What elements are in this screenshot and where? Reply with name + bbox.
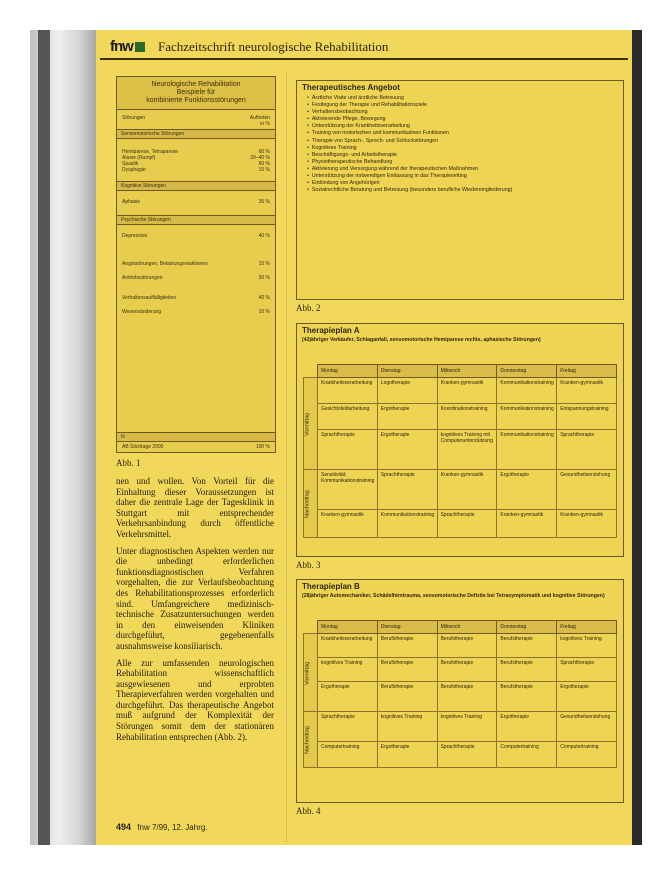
- therapy-offer-title: Therapeutisches Angebot: [302, 83, 400, 92]
- schedule-row: [304, 742, 617, 768]
- schedule-cell: Ergotherapie: [377, 430, 437, 470]
- infobox-row: Antriebsstörungen 30 %: [122, 275, 270, 281]
- infobox-column-header: Störungen Auftreten: [122, 115, 270, 121]
- schedule-cell: Berufstherapie: [377, 658, 437, 682]
- schedule-cell: Computertraining: [497, 742, 557, 768]
- infobox-row: Ataxie (Rumpf) 20–40 %: [122, 155, 270, 161]
- therapy-offer-box: [296, 80, 624, 300]
- therapy-offer-item: • Ärztliche Visite und ärztliche Betreuung: [307, 95, 615, 102]
- schedule-cell: Sprachtherapie: [437, 510, 497, 538]
- page-number: 494: [116, 822, 132, 832]
- infobox-section-head: Kognitive Störungen: [117, 181, 275, 191]
- header-title: Fachzeitschrift neurologische Rehabilitation: [158, 39, 389, 54]
- schedule-cell: Gesundheitserziehung: [557, 712, 617, 742]
- therapy-plan-a: [296, 323, 624, 557]
- infobox-title: Neurologische Rehabilitation Beispiele für kombinierte Funktionsstörungen: [117, 77, 275, 110]
- schedule-row: [304, 404, 617, 430]
- schedule-row: [304, 430, 617, 470]
- therapy-offer-item: • Sozialrechtliche Beratung und Betreuung (besonders berufliche Wiedereingliederung): [307, 187, 615, 194]
- therapy-offer-list: [297, 94, 623, 196]
- schedule-day-header: Donnerstag: [497, 365, 557, 378]
- schedule-corner: [304, 621, 318, 634]
- schedule-day-header: Mittwoch: [437, 621, 497, 634]
- page-header: [100, 36, 628, 60]
- plan-a-subtitle: (42jähriger Verkäufer, Schlaganfall, sensomotorische Hemiparese rechts, aphasische Störungen): [302, 337, 541, 343]
- figure-caption-1: Abb. 1: [116, 458, 141, 468]
- schedule-cell: Kommunikationstraining: [497, 378, 557, 404]
- infobox-row: Wesensänderung 10 %: [122, 309, 270, 315]
- schedule-cell: Ergotherapie: [557, 682, 617, 712]
- schedule-cell: Gesichtsfeldarbeitung: [318, 404, 378, 430]
- schedule-day-header: Mittwoch: [437, 365, 497, 378]
- plan-b-table: [303, 620, 617, 768]
- schedule-cell: Krankheitsverarbeitung: [318, 378, 378, 404]
- infobox-combined-disorders: [116, 76, 276, 453]
- page-footer: [116, 822, 208, 832]
- schedule-cell: Kommunikationstraining: [497, 430, 557, 470]
- therapy-offer-item: • Beschäftigungs- und Arbeitstherapie: [307, 152, 615, 159]
- schedule-cell: Sprachtherapie: [557, 430, 617, 470]
- schedule-label-afternoon: Nachmittag: [304, 470, 318, 538]
- therapy-offer-item: • Physiotherapeutische Behandlung: [307, 159, 615, 166]
- plan-a-table: [303, 364, 617, 538]
- schedule-cell: kognitives Training mit Computerunterstützung: [437, 430, 497, 470]
- schedule-cell: Kranken-gymnastik: [557, 510, 617, 538]
- infobox-row: Depression 40 %: [122, 233, 270, 239]
- schedule-cell: Kranken-gymnastik: [437, 470, 497, 510]
- schedule-day-header: Freitag: [557, 365, 617, 378]
- therapy-offer-item: • Unterstützung der Krankheitsverarbeitung: [307, 123, 615, 130]
- schedule-cell: Sprachtherapie: [318, 430, 378, 470]
- schedule-cell: Berufstherapie: [497, 634, 557, 658]
- journal-page: [96, 30, 632, 845]
- schedule-cell: Kommunikationstraining: [497, 404, 557, 430]
- schedule-cell: Berufstherapie: [497, 682, 557, 712]
- figure-caption-2: Abb. 2: [296, 303, 321, 313]
- infobox-row: Aphasie 35 %: [122, 199, 270, 205]
- schedule-cell: Koordinationstraining: [437, 404, 497, 430]
- figure-caption-3: Abb. 3: [296, 560, 321, 570]
- plan-a-schedule: [303, 364, 617, 538]
- schedule-row: [304, 658, 617, 682]
- therapy-offer-item: • Festlegung der Therapie und Rehabilitationsziele: [307, 102, 615, 109]
- paragraph: nen und wollen. Von Vorteil für die Einhaltung dieser Voraussetzungen ist daher die zentrale Lage der Tagesklinik in Stuttgart mit entsprechender Verkehrsanbindung durch öffentliche Verkehrsmittel.: [116, 476, 274, 539]
- schedule-label-morning: Vormittag: [304, 634, 318, 712]
- schedule-cell: kognitives Training: [318, 658, 378, 682]
- infobox-section-head: Psychische Störungen: [117, 215, 275, 225]
- column-divider: [286, 72, 287, 842]
- schedule-cell: Ergotherapie: [497, 470, 557, 510]
- therapy-offer-item: • Verhaltensbeobachtung: [307, 109, 615, 116]
- schedule-row: [304, 712, 617, 742]
- schedule-cell: Kommunikationstraining: [377, 510, 437, 538]
- infobox-row: Angststörungen, Belastungsreaktionen 15 %: [122, 261, 270, 267]
- schedule-cell: Sprachtherapie: [318, 712, 378, 742]
- schedule-cell: Sprachtherapie: [377, 470, 437, 510]
- plan-b-subtitle: (28jähriger Automechaniker, Schädelhirntrauma, sensomotorische Defizite bei Tetrasymptomatik und kognitive Störungen): [302, 593, 605, 599]
- schedule-cell: Kranken-gymnastik: [497, 510, 557, 538]
- logo-mark-icon: [135, 42, 145, 52]
- schedule-label-morning: Vormittag: [304, 378, 318, 470]
- therapy-offer-item: • Aktivierung und Versorgung während der therapeutischen Maßnahmen: [307, 166, 615, 173]
- schedule-cell: Krankheitsverarbeitung: [318, 634, 378, 658]
- schedule-cell: Sensitivität: Kommunikationstraining: [318, 470, 378, 510]
- infobox-unit: in %: [260, 121, 270, 127]
- schedule-cell: Entspannungstraining: [557, 404, 617, 430]
- book-binding: [38, 30, 50, 845]
- infobox-total: N AB Stichtage 2000 100 %: [117, 432, 275, 452]
- therapy-plan-b: [296, 579, 624, 803]
- schedule-day-header: Freitag: [557, 621, 617, 634]
- schedule-corner: [304, 365, 318, 378]
- schedule-cell: Kranken-gymnastik: [437, 378, 497, 404]
- schedule-cell: Computertraining: [318, 742, 378, 768]
- schedule-day-header: Montag: [318, 365, 378, 378]
- schedule-cell: kognitives Training: [437, 712, 497, 742]
- infobox-row: Verhaltensauffälligkeiten 40 %: [122, 295, 270, 301]
- infobox-row: Hemiparese, Tetraparese 60 %: [122, 149, 270, 155]
- schedule-cell: Berufstherapie: [437, 658, 497, 682]
- schedule-cell: Sprachtherapie: [557, 658, 617, 682]
- schedule-day-header: Montag: [318, 621, 378, 634]
- schedule-cell: Berufstherapie: [497, 658, 557, 682]
- plan-b-schedule: [303, 620, 617, 768]
- schedule-cell: Computertraining: [557, 742, 617, 768]
- schedule-cell: Berufstherapie: [437, 682, 497, 712]
- infobox-section-head: Sensomotorische Störungen: [117, 129, 275, 139]
- therapy-offer-item: • Kognitives Training: [307, 145, 615, 152]
- schedule-day-header: Dienstag: [377, 365, 437, 378]
- schedule-cell: Kranken-gymnastik: [318, 510, 378, 538]
- schedule-label-afternoon: Nachmittag: [304, 712, 318, 768]
- schedule-cell: kognitives Training: [557, 634, 617, 658]
- plan-b-title: Therapieplan B: [302, 582, 360, 591]
- body-text-column: [116, 476, 274, 748]
- schedule-day-header: Donnerstag: [497, 621, 557, 634]
- journal-logo: fnw: [110, 38, 145, 55]
- therapy-offer-item: • Training von motorischen und kommunikativen Funktionen: [307, 130, 615, 137]
- therapy-offer-item: • Einbindung von Angehörigen: [307, 180, 615, 187]
- schedule-cell: Berufstherapie: [377, 634, 437, 658]
- schedule-cell: Berufstherapie: [437, 634, 497, 658]
- schedule-cell: Berufstherapie: [377, 682, 437, 712]
- therapy-offer-item: • Therapie von Sprach-, Sprech- und Schluckstörungen: [307, 138, 615, 145]
- issue-info: fnw 7/99, 12. Jahrg.: [137, 823, 208, 832]
- infobox-row: Dysphagie 15 %: [122, 167, 270, 173]
- schedule-cell: Ergotherapie: [497, 712, 557, 742]
- schedule-cell: Logotherapie: [377, 378, 437, 404]
- schedule-cell: kognitives Training: [377, 712, 437, 742]
- schedule-cell: Ergotherapie: [318, 682, 378, 712]
- infobox-row: Spastik 60 %: [122, 161, 270, 167]
- figure-caption-4: Abb. 4: [296, 806, 321, 816]
- schedule-cell: Gesundheitserziehung: [557, 470, 617, 510]
- schedule-row: [304, 470, 617, 510]
- schedule-row: [304, 634, 617, 658]
- schedule-cell: Kranken-gymnastik: [557, 378, 617, 404]
- schedule-cell: Sprachtherapie: [437, 742, 497, 768]
- therapy-offer-item: • Aktivierende Pflege, Bewegung: [307, 116, 615, 123]
- schedule-row: [304, 378, 617, 404]
- therapy-offer-item: • Unterstützung der notwendigen Entlassung in das Therapiesetting: [307, 173, 615, 180]
- paragraph: Alle zur umfassenden neurologischen Rehabilitation wissenschaftlich ausgewiesenen und erprobten Therapieverfahren werden vorgehalten und durchgeführt. Das therapeutische Angebot muß aufgrund der Komplexität der Störungen somit dem der stationären Rehabilitation entsprechen (Abb. 2).: [116, 657, 274, 742]
- schedule-day-header: Dienstag: [377, 621, 437, 634]
- plan-a-title: Therapieplan A: [302, 326, 360, 335]
- schedule-row: [304, 682, 617, 712]
- schedule-cell: Ergotherapie: [377, 404, 437, 430]
- schedule-row: [304, 510, 617, 538]
- paragraph: Unter diagnostischen Aspekten werden nur die unbedingt erforderlichen funktionsdiagnostischen Verfahren vorgehalten, die zur Verlaufsbeobachtung des Rehabilitationsprozesses erforderlich sind. Umfangreichere medizinisch-technische Zusatzuntersuchungen werden in den einweisenden Kliniken durchgeführt, gegebenenfalls ausnahmsweise konsiliarisch.: [116, 545, 274, 651]
- schedule-cell: Ergotherapie: [377, 742, 437, 768]
